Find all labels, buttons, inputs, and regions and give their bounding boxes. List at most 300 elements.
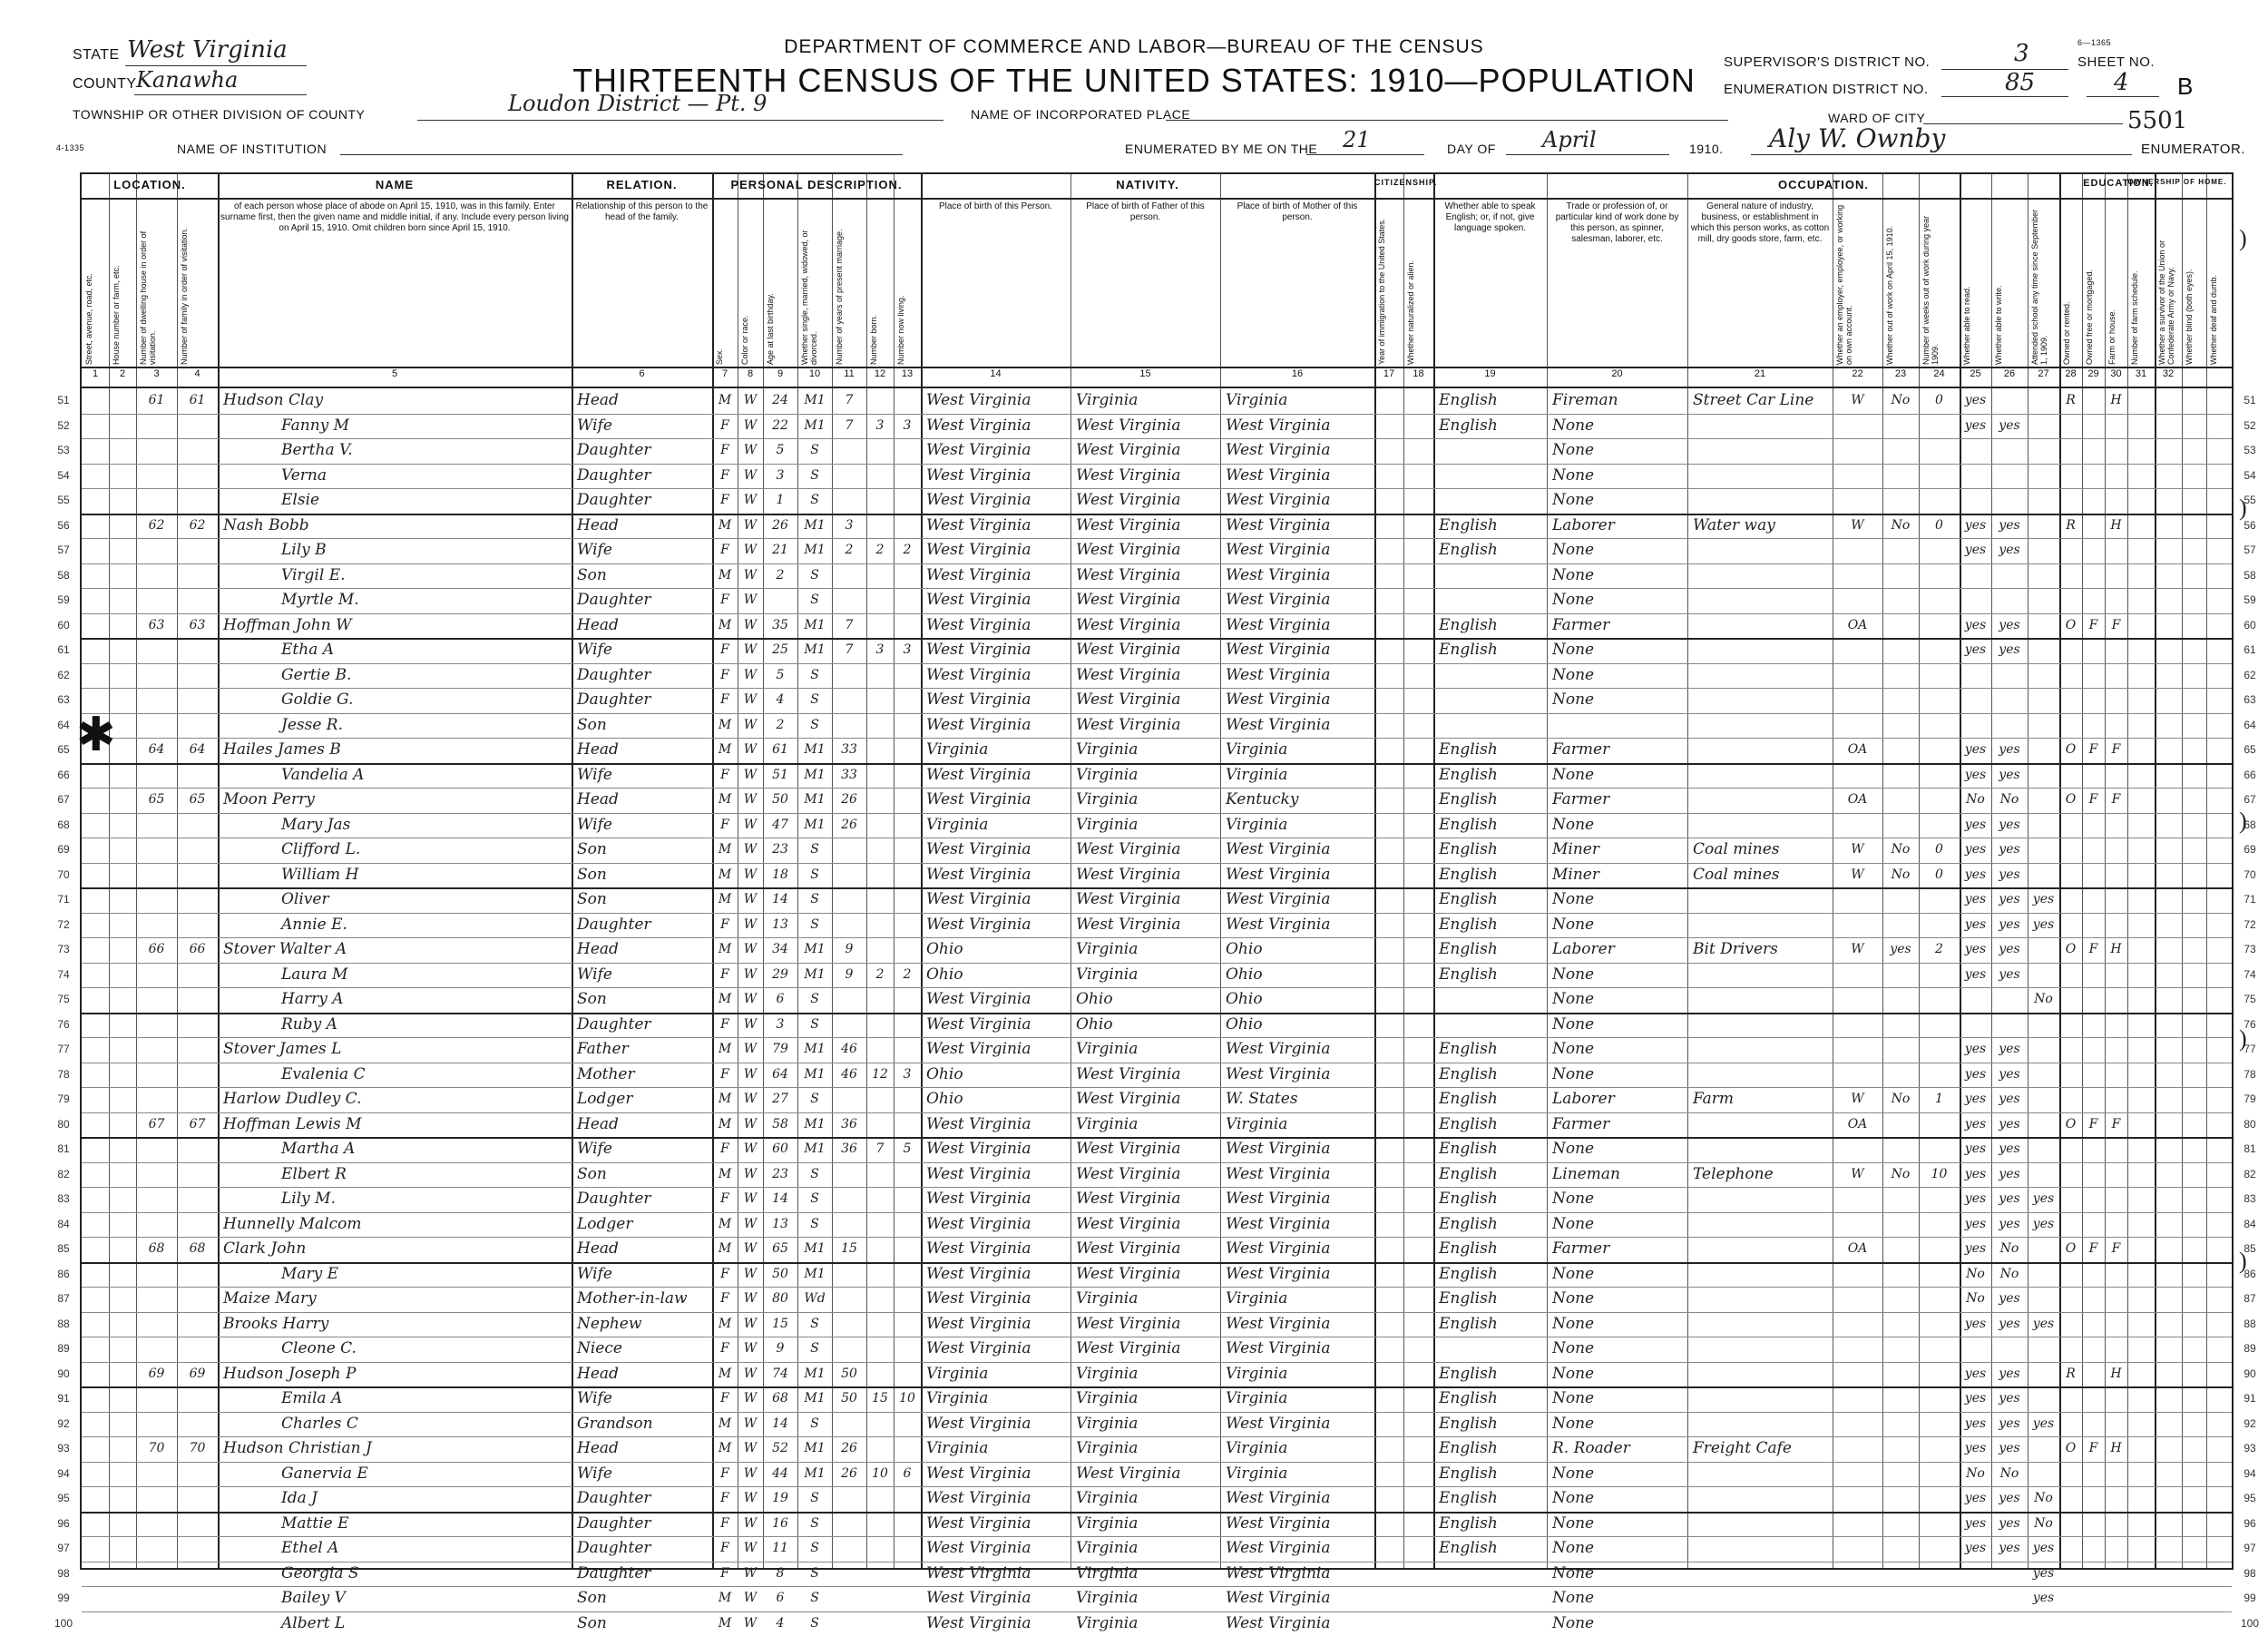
cell-school: yes [2032, 1416, 2055, 1431]
cell-age: 64 [772, 1066, 788, 1082]
cell-age: 47 [772, 817, 788, 832]
margin-bracket-icon: ) [2239, 225, 2247, 251]
cell-write: yes [1999, 842, 2020, 857]
cell-birth: West Virginia [926, 441, 1031, 459]
cell-name: Hunnelly Malcom [223, 1214, 362, 1233]
cell-father-birth: Virginia [1076, 1389, 1139, 1407]
cell-sex: F [720, 817, 729, 832]
line-number: 60 [57, 618, 70, 632]
cell-age: 15 [772, 1316, 788, 1331]
column-number: 8 [747, 368, 754, 379]
cell-mother-birth: Virginia [1226, 740, 1288, 759]
cell-language: English [1439, 1040, 1498, 1058]
cell-read: yes [1964, 892, 1987, 906]
cell-write: yes [1999, 916, 2020, 932]
cell-mortgage: F [2088, 742, 2098, 757]
line-number-right: 89 [2244, 1342, 2256, 1355]
line-number-right: 65 [2244, 743, 2256, 756]
cell-race: W [743, 1416, 758, 1431]
cell-marital: S [810, 667, 819, 682]
cell-age: 35 [772, 617, 788, 632]
cell-name: Verna [281, 465, 327, 485]
cell-race: W [743, 1216, 758, 1231]
column-number: 32 [2162, 368, 2175, 379]
cell-family: 65 [189, 792, 206, 807]
cell-write: No [1999, 1266, 2019, 1281]
cell-birth: West Virginia [926, 416, 1031, 435]
line-number: 91 [57, 1392, 70, 1405]
line-number: 96 [57, 1516, 70, 1530]
cell-race: W [743, 1565, 758, 1581]
cell-age: 8 [776, 1565, 785, 1581]
cell-language: English [1439, 515, 1498, 534]
cell-mother-birth: West Virginia [1226, 1264, 1331, 1283]
cell-name: Jesse R. [281, 715, 343, 734]
cell-father-birth: West Virginia [1076, 915, 1181, 934]
line-number-right: 58 [2244, 568, 2256, 582]
cell-father-birth: West Virginia [1076, 1214, 1181, 1233]
cell-father-birth: Virginia [1076, 1114, 1139, 1133]
line-number: 73 [57, 943, 70, 955]
cell-birth: West Virginia [926, 1264, 1031, 1283]
cell-language: English [1439, 416, 1498, 435]
line-number: 52 [57, 418, 70, 432]
cell-sex: F [720, 667, 729, 682]
cell-race: W [743, 493, 758, 507]
column-number: 24 [1933, 368, 1945, 379]
cell-race: W [743, 1615, 758, 1631]
line-number-right: 84 [2244, 1217, 2256, 1230]
cell-trade: None [1552, 1339, 1595, 1357]
column-head-out-of-work: Whether out of work on April 15, 1910. [1885, 225, 1894, 365]
line-number-right: 94 [2244, 1466, 2256, 1480]
cell-sex: F [720, 543, 729, 557]
enumeration-underline [1941, 96, 2068, 97]
column-number: 22 [1852, 368, 1863, 379]
cell-birth: West Virginia [926, 1239, 1031, 1258]
cell-write: yes [1999, 417, 2020, 433]
cell-relation: Son [577, 865, 607, 884]
cell-employer: W [1851, 1092, 1864, 1106]
cell-marital: M1 [804, 1066, 826, 1082]
census-table [54, 172, 2260, 1632]
cell-marital: Wd [804, 1291, 826, 1306]
line-number: 79 [57, 1092, 70, 1105]
cell-marital: M1 [804, 417, 826, 433]
cell-years: 33 [841, 767, 857, 782]
day-of-label: DAY OF [1447, 142, 1496, 156]
cell-language: English [1439, 965, 1498, 984]
cell-name: Emila A [281, 1389, 343, 1407]
cell-race: W [743, 792, 758, 807]
cell-language: English [1439, 541, 1498, 559]
cell-language: English [1439, 1514, 1498, 1533]
enumerator-name: Aly W. Ownby [1769, 123, 1946, 153]
cell-birth: West Virginia [926, 1164, 1031, 1183]
state-label: STATE [73, 47, 120, 63]
cell-mother-birth: West Virginia [1226, 1064, 1331, 1083]
cell-birth: West Virginia [926, 1214, 1031, 1233]
cell-read: yes [1964, 517, 1987, 533]
line-number-right: 96 [2244, 1516, 2256, 1530]
cell-mother-birth: West Virginia [1226, 1514, 1331, 1533]
cell-sex: M [718, 1042, 732, 1056]
cell-mother-birth: Ohio [1226, 940, 1263, 958]
cell-school: No [2034, 1491, 2053, 1505]
cell-mortgage: F [2088, 942, 2098, 956]
cell-write: No [1999, 792, 2019, 807]
cell-relation: Head [577, 615, 619, 634]
cell-sex: M [718, 1316, 732, 1331]
cell-birth: Ohio [926, 1090, 963, 1108]
cell-out: No [1891, 867, 1911, 882]
cell-name: Stover Walter A [223, 940, 347, 958]
column-number: 25 [1970, 368, 1981, 379]
cell-race: W [743, 1191, 758, 1206]
cell-school: No [2034, 1515, 2053, 1531]
cell-relation: Son [577, 715, 607, 734]
column-head-name: of each person whose place of abode on April 15, 1910, was in this family. Enter surname first, then the given name and middle initial, if any. Include every person living on April 15, 1910. Omit children born since April 15, 1910. [220, 201, 569, 233]
cell-race: W [743, 1042, 758, 1056]
cell-living: 6 [903, 1465, 912, 1481]
cell-age: 50 [772, 792, 788, 807]
cell-sex: F [720, 1541, 729, 1555]
enumerator-label: ENUMERATOR. [2141, 142, 2245, 157]
township-value: Loudon District — Pt. 9 [508, 91, 767, 116]
cell-trade: None [1552, 1464, 1595, 1483]
cell-sex: M [718, 1416, 732, 1431]
cell-father-birth: West Virginia [1076, 840, 1181, 858]
cell-owned: O [2065, 942, 2077, 956]
cell-trade: None [1552, 1140, 1595, 1158]
cell-marital: M1 [804, 792, 826, 807]
cell-years: 2 [845, 543, 854, 557]
cell-father-birth: West Virginia [1076, 890, 1181, 908]
column-head-employer: Whether an employer, employee, or working on own account. [1835, 204, 1853, 365]
cell-trade: None [1552, 1613, 1595, 1632]
cell-trade: None [1552, 1589, 1595, 1607]
column-number: 19 [1484, 368, 1496, 379]
line-number: 59 [57, 593, 70, 606]
cell-birth: West Virginia [926, 391, 1031, 409]
cell-mother-birth: Ohio [1226, 1014, 1263, 1034]
line-number: 64 [57, 718, 70, 731]
line-number-right: 85 [2244, 1242, 2256, 1255]
cell-name: Lily M. [281, 1190, 336, 1208]
cell-living: 10 [899, 1391, 915, 1406]
cell-employer: W [1851, 942, 1864, 956]
cell-age: 26 [772, 517, 788, 533]
cell-out: No [1891, 517, 1911, 533]
line-number-right: 75 [2244, 993, 2256, 1005]
cell-mother-birth: West Virginia [1226, 416, 1331, 435]
cell-name: Hudson Christian J [223, 1439, 372, 1457]
cell-mother-birth: West Virginia [1226, 1314, 1331, 1333]
column-head-farm: Farm or house. [2107, 309, 2116, 365]
group-location: LOCATION. [113, 178, 186, 191]
cell-industry: Street Car Line [1693, 391, 1814, 409]
cell-name: Nash Bobb [223, 515, 309, 534]
cell-relation: Head [577, 1439, 619, 1457]
cell-race: W [743, 417, 758, 433]
line-number: 84 [57, 1217, 70, 1230]
cell-father-birth: Virginia [1076, 1040, 1139, 1058]
sheet-value: 4 [2114, 69, 2129, 96]
county-label: COUNTY [73, 76, 137, 92]
column-head-write: Whether able to write. [1994, 285, 2003, 365]
line-number-right: 100 [2240, 1616, 2260, 1630]
cell-trade: Farmer [1552, 790, 1610, 808]
cell-birth: Virginia [926, 1364, 989, 1383]
cell-years: 26 [841, 1441, 857, 1455]
cell-trade: None [1552, 441, 1595, 459]
cell-age: 9 [776, 1341, 785, 1356]
cell-age: 65 [772, 1241, 788, 1256]
cell-father-birth: West Virginia [1076, 615, 1181, 634]
cell-trade: Farmer [1552, 615, 1610, 634]
cell-marital: S [810, 1191, 819, 1206]
cell-birth: West Virginia [926, 1563, 1031, 1582]
margin-bracket-icon: ) [2239, 808, 2247, 834]
cell-dwelling: 66 [148, 942, 165, 956]
cell-employer: W [1851, 842, 1864, 857]
cell-industry: Coal mines [1693, 865, 1780, 884]
cell-years: 36 [841, 1141, 857, 1156]
line-number-right: 56 [2244, 518, 2256, 532]
cell-relation: Head [577, 740, 619, 759]
column-number: 2 [119, 368, 126, 379]
column-head-race: Color or race. [740, 315, 749, 365]
cell-race: W [743, 1465, 758, 1481]
cell-write: No [1999, 1241, 2019, 1256]
cell-read: yes [1964, 1092, 1987, 1106]
cell-years: 9 [845, 966, 854, 982]
cell-years: 3 [845, 517, 854, 533]
cell-marital: M1 [804, 966, 826, 982]
cell-age: 79 [772, 1042, 788, 1056]
cell-read: yes [1964, 1366, 1987, 1381]
cell-race: W [743, 1316, 758, 1331]
cell-owned: O [2065, 742, 2077, 757]
cell-race: W [743, 1291, 758, 1306]
cell-father-birth: Virginia [1076, 815, 1139, 834]
column-number: 5 [391, 368, 398, 379]
cell-years: 36 [841, 1116, 857, 1131]
column-number: 28 [2065, 368, 2077, 379]
cell-trade: None [1552, 915, 1595, 934]
group-citizenship: CITIZENSHIP. [1374, 178, 1438, 187]
cell-sex: M [718, 792, 732, 807]
line-number-right: 82 [2244, 1167, 2256, 1180]
column-number: 12 [874, 368, 886, 379]
column-head-veteran: Whether a survivor of the Union or Confederate Army or Navy. [2157, 240, 2175, 365]
cell-marital: S [810, 1515, 819, 1531]
line-number: 85 [57, 1242, 70, 1255]
column-number: 4 [194, 368, 200, 379]
cell-sex: F [720, 642, 729, 657]
cell-write: yes [1999, 1066, 2020, 1082]
column-number: 17 [1383, 368, 1395, 379]
cell-mother-birth: West Virginia [1226, 515, 1331, 534]
cell-age: 51 [772, 767, 788, 782]
cell-marital: S [810, 1316, 819, 1331]
cell-language: English [1439, 815, 1498, 834]
cell-age: 13 [772, 1216, 788, 1231]
cell-birth: West Virginia [926, 1414, 1031, 1433]
line-number: 72 [57, 917, 70, 931]
cell-sex: M [718, 942, 732, 956]
cell-trade: Laborer [1552, 515, 1615, 534]
cell-mother-birth: West Virginia [1226, 641, 1331, 659]
column-number: 14 [990, 368, 1002, 379]
cell-sex: F [720, 1016, 729, 1032]
cell-marital: S [810, 1216, 819, 1231]
cell-father-birth: Virginia [1076, 1489, 1139, 1507]
cell-birth: Ohio [926, 940, 963, 958]
cell-mother-birth: West Virginia [1226, 541, 1331, 559]
cell-weeks: 0 [1935, 867, 1943, 882]
cell-father-birth: West Virginia [1076, 1164, 1181, 1183]
cell-employer: OA [1847, 742, 1868, 757]
cell-name: Brooks Harry [223, 1314, 329, 1333]
column-number: 1 [92, 368, 99, 379]
cell-living: 5 [903, 1141, 912, 1156]
cell-mother-birth: West Virginia [1226, 915, 1331, 934]
cell-age: 4 [776, 692, 785, 707]
cell-sex: F [720, 593, 729, 607]
cell-mother-birth: West Virginia [1226, 1214, 1331, 1233]
cell-race: W [743, 717, 758, 732]
cell-name: Charles C [281, 1414, 358, 1433]
cell-age: 61 [772, 742, 788, 757]
cell-owned: O [2065, 1116, 2077, 1131]
cell-relation: Head [577, 391, 619, 409]
cell-marital: S [810, 493, 819, 507]
line-number: 55 [57, 494, 70, 506]
cell-birth: West Virginia [926, 790, 1031, 808]
cell-mother-birth: West Virginia [1226, 491, 1331, 509]
county-value: Kanawha [136, 67, 239, 93]
cell-sex: M [718, 1116, 732, 1131]
line-number-right: 83 [2244, 1192, 2256, 1205]
cell-sex: M [718, 617, 732, 632]
cell-sex: M [718, 1441, 732, 1455]
cell-father-birth: West Virginia [1076, 1140, 1181, 1158]
cell-marital: M1 [804, 817, 826, 832]
line-number: 65 [57, 743, 70, 756]
cell-relation: Daughter [577, 1514, 651, 1533]
cell-read: yes [1964, 1166, 1987, 1181]
line-number: 90 [57, 1367, 70, 1380]
cell-sex: F [720, 1491, 729, 1505]
cell-name: Virgil E. [281, 565, 346, 584]
cell-write: yes [1999, 1092, 2020, 1106]
cell-read: yes [1964, 867, 1987, 882]
cell-mother-birth: West Virginia [1226, 1164, 1331, 1183]
column-number: 13 [901, 368, 914, 379]
cell-marital: S [810, 916, 819, 932]
cell-mother-birth: West Virginia [1226, 691, 1331, 709]
cell-relation: Daughter [577, 691, 651, 709]
cell-language: English [1439, 1414, 1498, 1433]
cell-employer: W [1851, 867, 1864, 882]
cell-birth: West Virginia [926, 1514, 1031, 1533]
cell-mother-birth: West Virginia [1226, 715, 1331, 734]
cell-language: English [1439, 740, 1498, 759]
cell-name: Moon Perry [223, 790, 315, 808]
cell-mother-birth: West Virginia [1226, 565, 1331, 584]
cell-name: Annie E. [281, 915, 347, 934]
line-number: 62 [57, 668, 70, 681]
cell-race: W [743, 467, 758, 483]
cell-years: 50 [841, 1366, 857, 1381]
line-number: 78 [57, 1067, 70, 1081]
cell-industry: Freight Cafe [1693, 1439, 1792, 1457]
cell-birth: West Virginia [926, 541, 1031, 559]
cell-birth: West Virginia [926, 990, 1031, 1008]
cell-mother-birth: West Virginia [1226, 665, 1331, 684]
cell-trade: None [1552, 990, 1595, 1008]
cell-years: 26 [841, 792, 857, 807]
cell-birth: Ohio [926, 965, 963, 984]
cell-name: William H [281, 865, 359, 884]
cell-race: W [743, 543, 758, 557]
cell-relation: Son [577, 1589, 607, 1607]
cell-marital: M1 [804, 642, 826, 657]
cell-relation: Head [577, 1239, 619, 1258]
cell-mother-birth: Virginia [1226, 1439, 1288, 1457]
cell-race: W [743, 916, 758, 932]
cell-marital: S [810, 892, 819, 906]
cell-relation: Wife [577, 965, 612, 984]
cell-trade: None [1552, 565, 1595, 584]
group-ownership: OWNERSHIP OF HOME. [2127, 178, 2227, 186]
cell-name: Hailes James B [223, 740, 341, 759]
column-number: 23 [1894, 368, 1907, 379]
cell-mother-birth: West Virginia [1226, 1339, 1331, 1357]
cell-years: 7 [845, 642, 854, 657]
cell-birth: West Virginia [926, 1114, 1031, 1133]
cell-birth: West Virginia [926, 1464, 1031, 1483]
column-head-deaf: Whether deaf and dumb. [2209, 274, 2218, 365]
column-head-owned: Owned or rented. [2062, 301, 2071, 365]
cell-born: 2 [875, 543, 885, 557]
column-head-marital: Whether single, married, widowed, or divorced. [800, 230, 818, 365]
cell-sex: F [720, 467, 729, 483]
cell-relation: Head [577, 1364, 619, 1383]
cell-name: Mary E [281, 1264, 339, 1283]
cell-father-birth: Virginia [1076, 1439, 1139, 1457]
cell-read: No [1966, 1266, 1985, 1281]
line-number-right: 64 [2244, 718, 2256, 731]
cell-mortgage: F [2088, 1241, 2098, 1256]
cell-marital: M1 [804, 1116, 826, 1131]
cell-relation: Daughter [577, 441, 651, 459]
cell-read: yes [1964, 767, 1987, 782]
cell-trade: Laborer [1552, 1090, 1615, 1108]
cell-age: 22 [772, 417, 788, 433]
cell-relation: Daughter [577, 591, 651, 609]
cell-father-birth: Virginia [1076, 790, 1139, 808]
cell-relation: Daughter [577, 1014, 651, 1034]
cell-relation: Wife [577, 815, 612, 834]
cell-read: yes [1964, 1416, 1987, 1431]
cell-language: English [1439, 1489, 1498, 1507]
cell-write: yes [1999, 742, 2020, 757]
cell-marital: S [810, 867, 819, 882]
cell-father-birth: West Virginia [1076, 1314, 1181, 1333]
enumeration-label: ENUMERATION DISTRICT NO. [1724, 82, 1929, 97]
